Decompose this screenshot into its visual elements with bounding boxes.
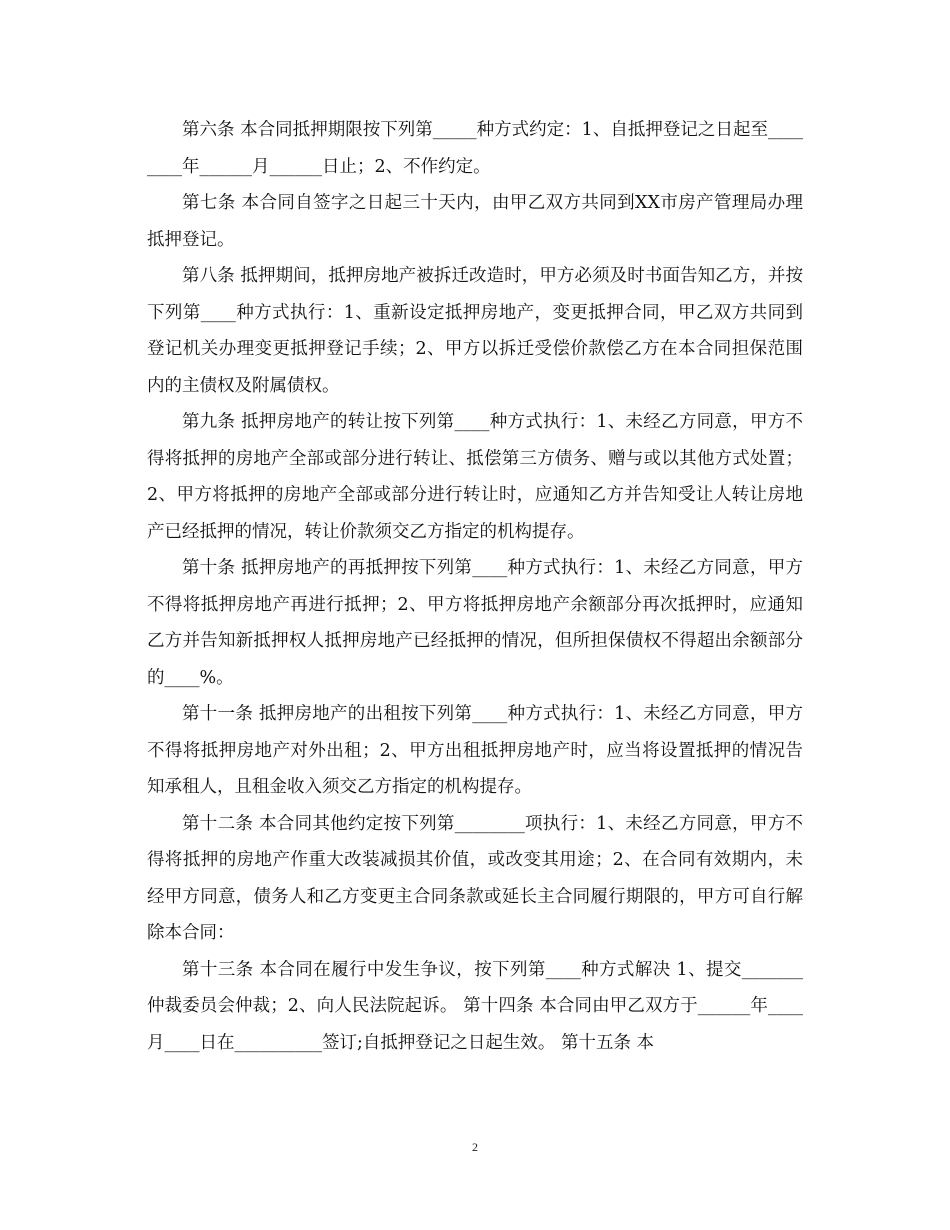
article-7-paragraph: 第七条 本合同自签字之日起三十天内，由甲乙双方共同到XX市房产管理局办理抵押登记。 [147, 193, 803, 250]
contract-body [147, 112, 803, 1061]
article-6-paragraph: 第六条 本合同抵押期限按下列第_____种方式约定：1、自抵押登记之日起至________年______月______日止；2、不作约定。 [147, 120, 803, 177]
article-9-paragraph: 第九条 抵押房地产的转让按下列第____种方式执行：1、未经乙方同意，甲方不得将抵押的房地产全部或部分进行转让、抵偿第三方债务、赠与或以其他方式处置；2、甲方将抵押的房地产全部或部分进行转让时，应通知乙方并告知受让人转让房地产已经抵押的情况，转让价款须交乙方指定的机构提存。 [147, 412, 803, 542]
article-8-paragraph: 第八条 抵押期间，抵押房地产被拆迁改造时，甲方必须及时书面告知乙方，并按下列第____种方式执行：1、重新设定抵押房地产，变更抵押合同，甲乙双方共同到登记机关办理变更抵押登记手续；2、甲方以拆迁受偿价款偿乙方在本合同担保范围内的主债权及附属债权。 [147, 266, 803, 396]
article-12-paragraph: 第十二条 本合同其他约定按下列第________项执行：1、未经乙方同意，甲方不得将抵押的房地产作重大改装减损其价值，或改变其用途；2、在合同有效期内，未经甲方同意，债务人和乙方变更主合同条款或延长主合同履行期限的，甲方可自行解除本合同： [147, 813, 803, 943]
article-13-14-15-paragraph: 第十三条 本合同在履行中发生争议，按下列第____种方式解决 1、提交_______仲裁委员会仲裁；2、向人民法院起诉。 第十四条 本合同由甲乙双方于______年____月____日在__________签订;自抵押登记之日起生效。 第十五条 本 [147, 959, 803, 1053]
article-10-paragraph: 第十条 抵押房地产的再抵押按下列第____种方式执行：1、未经乙方同意，甲方不得将抵押房地产再进行抵押；2、甲方将抵押房地产余额部分再次抵押时，应通知乙方并告知新抵押权人抵押房地产已经抵押的情况，但所担保债权不得超出余额部分的____%。 [147, 558, 803, 688]
page-number: 2 [472, 1140, 478, 1154]
article-11-paragraph: 第十一条 抵押房地产的出租按下列第____种方式执行：1、未经乙方同意，甲方不得将抵押房地产对外出租；2、甲方出租抵押房地产时，应当将设置抵押的情况告知承租人，且租金收入须交乙方指定的机构提存。 [147, 704, 803, 797]
